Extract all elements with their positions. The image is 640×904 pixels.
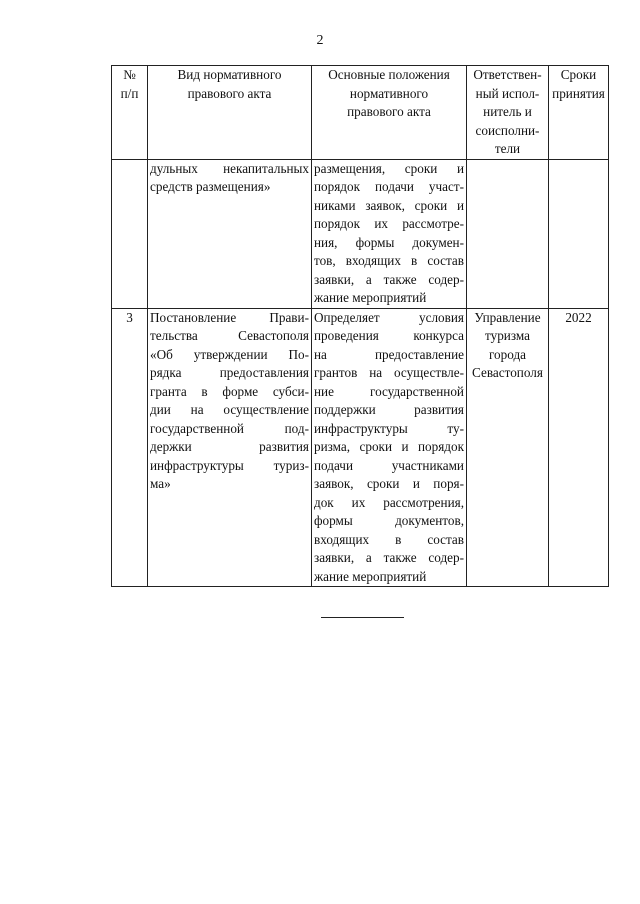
header-provisions: Основные положения нормативного правового акта (312, 66, 467, 160)
header-act-type: Вид нормативного правового акта (148, 66, 312, 160)
table-row (112, 308, 609, 587)
header-deadline: Сроки принятия (549, 66, 609, 160)
header-num: № п/п (112, 66, 148, 160)
normative-acts-table (111, 65, 609, 587)
header-responsible: Ответствен- ный испол- нитель и соисполни- тели (467, 66, 549, 160)
row-deadline-cell (549, 159, 609, 308)
row-provisions-cell: Определяет условия проведения конкурса на предоставление грантов на осуществле- ние государственной поддержки развития инфраструктуры ту- ризма, сроки и порядок подачи участниками заявок, сроки и поря- док их рассмотрения, формы документов, входящих в состав заявки, а также содер- жание мероприятий (312, 308, 467, 587)
row-responsible-cell: Управление туризма города Севастополя (467, 308, 549, 587)
row-num-cell (112, 159, 148, 308)
row-responsible-cell (467, 159, 549, 308)
table-row (112, 159, 609, 308)
table-header-row (112, 66, 609, 160)
end-of-document-rule (321, 617, 404, 618)
row-provisions-cell: размещения, сроки и порядок подачи участ- никами заявок, сроки и порядок их рассмотре- ния, формы докумен- тов, входящих в состав заявки, а также содер- жание мероприятий (312, 159, 467, 308)
row-act-type-cell: Постановление Прави- тельства Севастополя «Об утверждении По- рядка предоставления гранта в форме субси- дии на осуществление государственной под- держки развития инфраструктуры туриз- ма» (148, 308, 312, 587)
row-act-type-cell: дульных некапитальных средств размещения» (148, 159, 312, 308)
row-deadline-cell: 2022 (549, 308, 609, 587)
page-number: 2 (316, 33, 324, 48)
row-num-cell: 3 (112, 308, 148, 587)
